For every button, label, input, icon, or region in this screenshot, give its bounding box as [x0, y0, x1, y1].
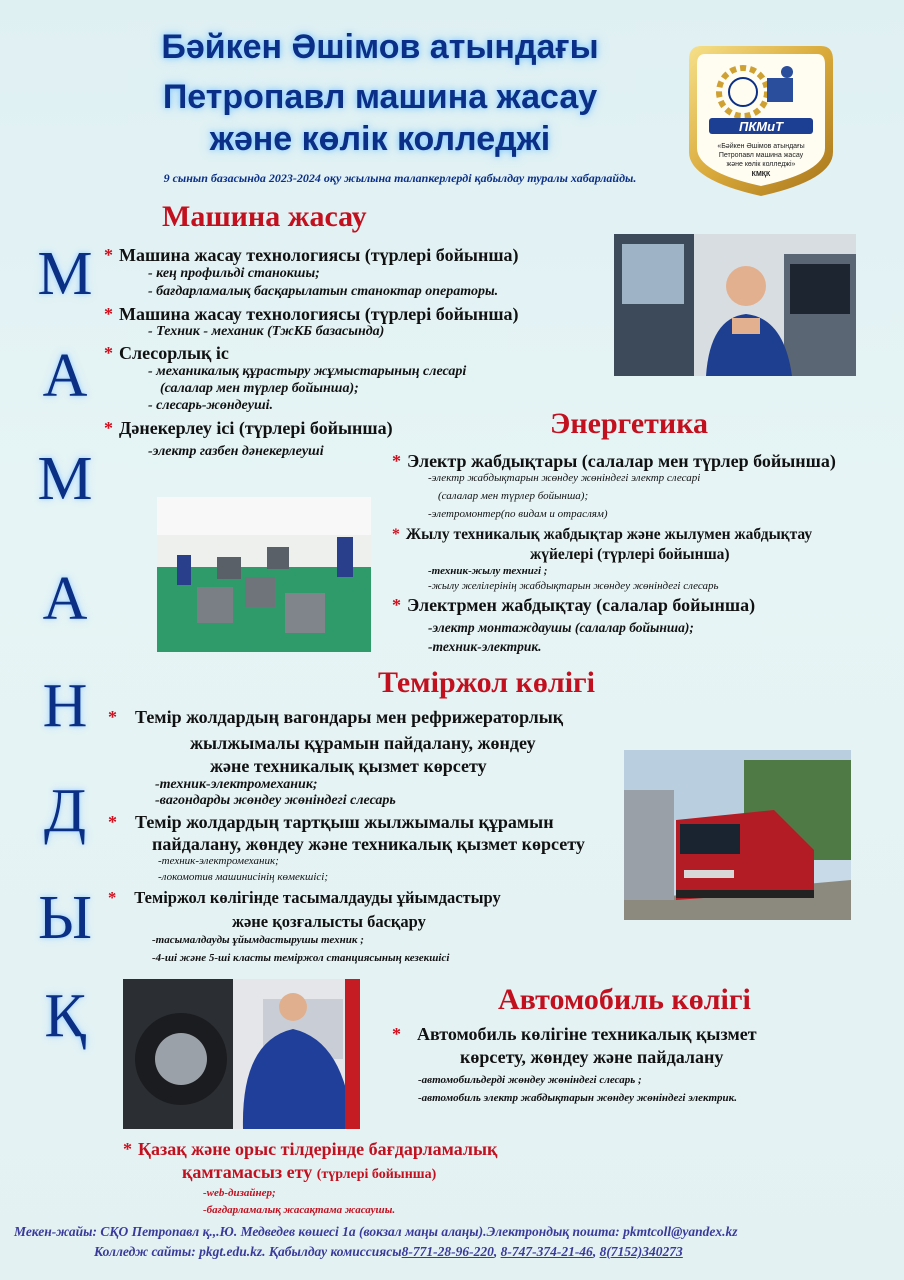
- vertical-letter: М: [37, 240, 93, 308]
- sub-item: (салалар мен түрлер бойынша);: [160, 381, 359, 396]
- phone-link[interactable]: 8-747-374-21-46: [500, 1244, 593, 1259]
- phone-link[interactable]: 8-771-28-96-220: [401, 1244, 494, 1259]
- sub-item: -техник-электромеханик;: [155, 777, 318, 792]
- list-item: * Теміржол көлігінде тасымалдауды ұйымдастыру: [108, 888, 501, 907]
- logo-abbr: ПКМиТ: [738, 119, 784, 134]
- sub-item: -техник-жылу технигі ;: [428, 565, 548, 577]
- sub-item: -4-ші және 5-ші класты теміржол станциясының кезекшісі: [152, 952, 450, 964]
- vertical-letter: М: [37, 445, 93, 513]
- vertical-letter: Ы: [37, 884, 93, 952]
- title-line-1: Бәйкен Әшімов атындағы: [161, 28, 599, 66]
- list-item: * Темір жолдардың вагондары мен рефрижераторлық: [108, 707, 564, 727]
- sub-item: -автомобиль электр жабдықтарын жөндеу жөніндегі электрик.: [418, 1092, 737, 1104]
- sub-item: -вагондарды жөндеу жөніндегі слесарь: [155, 793, 396, 808]
- list-item-continued: пайдалану, жөндеу және техникалық қызмет көрсету: [152, 834, 585, 854]
- logo-line-3: және көлік колледжі»: [726, 161, 796, 168]
- sub-item: -техник-электромеханик;: [158, 855, 279, 867]
- list-item: * Машина жасау технологиясы (түрлері бойынша): [104, 304, 519, 324]
- list-item: * Электр жабдықтары (салалар мен түрлер бойынша): [392, 451, 836, 471]
- logo-line-2: Петропавл машина жасау: [718, 152, 804, 159]
- sub-item: -локомотив машинисінің көмекшісі;: [158, 871, 328, 883]
- list-item-continued: және қозғалысты басқару: [232, 912, 426, 931]
- sub-item: -автомобильдерді жөндеу жөніндегі слесарь ;: [418, 1074, 642, 1086]
- vertical-letter: Н: [42, 672, 88, 740]
- logo-line-4: КМҚК: [751, 171, 771, 178]
- sub-item: - кең профильді станокшы;: [148, 266, 320, 281]
- section-title-machine: Машина жасау: [162, 200, 367, 233]
- list-item: * Автомобиль көлігіне техникалық қызмет: [392, 1024, 757, 1044]
- list-item-continued: жүйелері (түрлері бойынша): [530, 546, 730, 563]
- phone-link[interactable]: 8(7152)340273: [599, 1244, 683, 1259]
- title-line-3: және көлік колледжі: [209, 120, 551, 158]
- sub-item: - слесарь-жөндеуші.: [148, 398, 274, 413]
- section-title-energy: Энергетика: [550, 407, 709, 440]
- college-logo: [687, 40, 835, 198]
- list-item-continued: көрсету, жөндеу және пайдалану: [460, 1047, 724, 1067]
- section-title-rail: Теміржол көлігі: [378, 666, 595, 699]
- list-item: * Қазақ және орыс тілдерінде бағдарламалық: [123, 1139, 498, 1159]
- sub-item: (салалар мен түрлер бойынша);: [438, 490, 589, 502]
- footer-contacts: Колледж сайты: pkgt.edu.kz. Қабылдау комиссиясы8-771-28-96-220, 8-747-374-21-46, 8(7152)340273: [94, 1244, 683, 1259]
- list-item-continued: қамтамасыз ету (түрлері бойынша): [182, 1162, 437, 1182]
- list-item: * Электрмен жабдықтау (салалар бойынша): [392, 595, 756, 615]
- sub-item: -электр газбен дәнекерлеуші: [148, 444, 324, 459]
- sub-item: -web-дизайнер;: [203, 1187, 276, 1199]
- sub-item: -тасымалдауды ұйымдастырушы техник ;: [152, 934, 364, 946]
- sub-item: -элетромонтер(по видам и отраслям): [428, 508, 608, 520]
- sub-item: -электр монтаждаушы (салалар бойынша);: [428, 620, 694, 635]
- photo-train: [624, 750, 851, 920]
- vertical-letter: А: [42, 342, 88, 410]
- sub-item: -техник-электрик.: [428, 639, 542, 654]
- vertical-letter: Қ: [44, 982, 86, 1050]
- sub-item: -жылу желілерінің жабдықтарын жөндеу жөніндегі слесарь: [428, 580, 719, 592]
- sub-item: -электр жабдықтарын жөндеу жөніндегі электр слесарі: [428, 472, 701, 484]
- list-item-continued: жылжымалы құрамын пайдалану, жөндеу: [190, 733, 536, 753]
- list-item: * Жылу техникалық жабдықтар және жылумен жабдықтау: [392, 526, 813, 543]
- footer-address: Мекен-жайы: СҚО Петропавл қ.,.Ю. Медведев көшесі 1а (вокзал маңы алаңы).Электрондық пошта: pkmtcoll@yandex.kz: [14, 1224, 738, 1239]
- logo-line-1: «Бәйкен Әшімов атындағы: [717, 143, 805, 150]
- photo-mechanic: [123, 979, 360, 1129]
- list-item: * Дәнекерлеу ісі (түрлері бойынша): [104, 418, 393, 438]
- vertical-letter: А: [42, 565, 88, 633]
- photo-machine-operator: [614, 234, 856, 376]
- section-title-auto: Автомобиль көлігі: [498, 983, 751, 1016]
- list-item: * Машина жасау технологиясы (түрлері бойынша): [104, 245, 519, 265]
- photo-workshop: [157, 497, 371, 652]
- vertical-letter: Д: [43, 777, 87, 845]
- sub-item: - механикалық құрастыру жұмыстарының слесарі: [148, 364, 467, 379]
- sub-item: - бағдарламалық басқарылатын станоктар операторы.: [148, 284, 499, 299]
- list-item: * Слесорлық іс: [104, 343, 229, 363]
- sub-item: -бағдарламалық жасақтама жасаушы.: [203, 1204, 396, 1216]
- list-item: * Темір жолдардың тартқыш жылжымалы құрамын: [108, 812, 554, 832]
- sub-item: - Техник - механик (ТжКБ базасында): [148, 324, 385, 339]
- title-line-2: Петропавл машина жасау: [162, 78, 598, 116]
- list-item-continued: және техникалық қызмет көрсету: [210, 756, 487, 776]
- subtitle: 9 сынып базасында 2023-2024 оқу жылына талапкерлерді қабылдау туралы хабарлайды.: [163, 171, 637, 185]
